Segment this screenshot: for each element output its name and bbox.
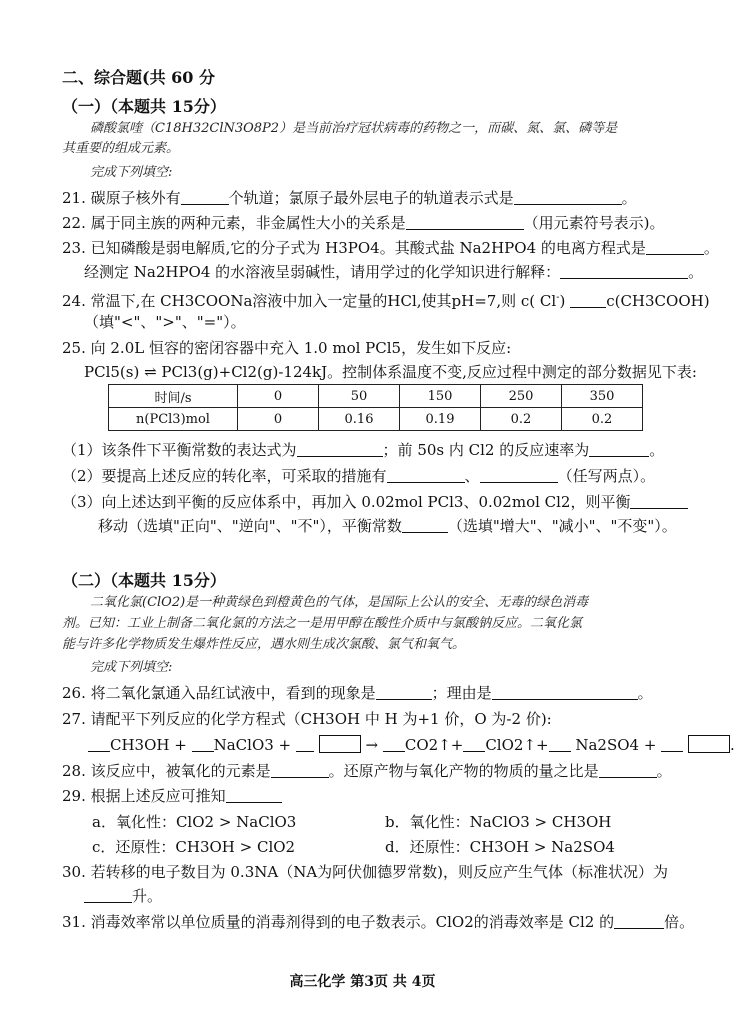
q23-text-b: 。 bbox=[703, 239, 719, 257]
q26-text-c: 。 bbox=[637, 684, 653, 702]
eq-term-5: Na2SO4 + bbox=[575, 736, 657, 754]
q21-blank-2[interactable] bbox=[514, 190, 622, 205]
page-footer: 高三化学 第3页 共 4页 bbox=[289, 974, 436, 990]
question-24: 24. 常温下,在 CH3COONa溶液中加入一定量的HCl,使其pH=7,则 c( Cl-) c(CH3COOH) bbox=[62, 292, 710, 310]
question-23-line2 bbox=[84, 262, 703, 282]
table-cell: 350 bbox=[562, 385, 643, 408]
table-row bbox=[109, 408, 643, 431]
question-30-line2 bbox=[84, 886, 162, 906]
part2-intro-line1: 二氧化氯(ClO2)是一种黄绿色到橙黄色的气体，是国际上公认的安全、无毒的绿色消毒 bbox=[90, 595, 589, 610]
sub-question-3 bbox=[62, 492, 688, 512]
q28-text-b: 。还原产物与氧化产物的物质的量之比是 bbox=[328, 762, 599, 780]
coef-blank-1[interactable] bbox=[88, 737, 110, 752]
s3-blank-2[interactable] bbox=[402, 518, 448, 533]
part1-prompt: 完成下列填空: bbox=[90, 165, 173, 180]
s2-blank-2[interactable] bbox=[480, 468, 558, 483]
table-cell: 50 bbox=[319, 385, 400, 408]
part1-heading: （一）（本题共 15分） bbox=[62, 97, 226, 116]
q24-text-c: c(CH3COOH) bbox=[606, 292, 710, 310]
q29-text: 29. 根据上述反应可推知 bbox=[62, 787, 226, 805]
s2-text-a: （2）要提高上述反应的转化率，可采取的措施有 bbox=[62, 467, 387, 485]
s3-blank-1[interactable] bbox=[630, 494, 688, 509]
section-title: 二、综合题(共 60 分 bbox=[62, 68, 215, 87]
sub-question-1 bbox=[62, 440, 664, 460]
coef-blank-2[interactable] bbox=[192, 737, 214, 752]
s1-blank-1[interactable] bbox=[297, 442, 383, 457]
part2-intro-line3: 能与许多化学物质发生爆炸性反应，遇水则生成次氯酸、氯气和氧气。 bbox=[62, 637, 466, 652]
table-cell: 0.16 bbox=[319, 408, 400, 431]
eq-term-3: CO2↑+ bbox=[404, 736, 464, 754]
q23-text-a: 23. 已知磷酸是弱电解质,它的分子式为 H3PO4。其酸式盐 Na2HPO4 的电离方程式是 bbox=[62, 239, 646, 257]
table-row1-label: 时间/s bbox=[109, 385, 238, 408]
table-cell: 250 bbox=[481, 385, 562, 408]
coef-blank-4[interactable] bbox=[383, 737, 405, 752]
coef-blank-7[interactable] bbox=[661, 737, 683, 752]
reaction-data-table bbox=[108, 384, 643, 431]
q21-text-b: 个轨道；氯原子最外层电子的轨道表示式是 bbox=[228, 189, 514, 207]
s2-blank-1[interactable] bbox=[387, 468, 465, 483]
question-29 bbox=[62, 786, 282, 806]
q29-option-c[interactable]: c．还原性：CH3OH > ClO2 bbox=[92, 838, 296, 856]
part2-heading: （二）（本题共 15分） bbox=[62, 571, 226, 590]
question-30: 30. 若转移的电子数目为 0.3NA（NA为阿伏伽德罗常数)，则反应产生气体（标准状况）为 bbox=[62, 863, 669, 881]
missing-product-box[interactable] bbox=[688, 735, 730, 753]
s1-text-c: 。 bbox=[649, 441, 665, 459]
q29-option-d[interactable]: d．还原性：CH3OH > Na2SO4 bbox=[385, 838, 615, 856]
coef-blank-6[interactable] bbox=[549, 737, 571, 752]
part1-intro-line2: 其重要的组成元素。 bbox=[62, 141, 180, 156]
part2-prompt: 完成下列填空: bbox=[90, 660, 173, 675]
s2-text-b: 、 bbox=[464, 467, 480, 485]
question-27: 27. 请配平下列反应的化学方程式（CH3OH 中 H 为+1 价，O 为-2 价): bbox=[62, 710, 552, 728]
q24-text-b: ) bbox=[559, 292, 566, 310]
coef-blank-3[interactable] bbox=[296, 737, 314, 752]
q26-text-b: ；理由是 bbox=[431, 684, 492, 702]
question-21 bbox=[62, 188, 637, 208]
q31-text-b: 倍。 bbox=[664, 913, 695, 931]
q21-blank-1[interactable] bbox=[181, 190, 229, 205]
question-31 bbox=[62, 912, 694, 932]
sub-question-2 bbox=[62, 466, 655, 486]
table-row bbox=[109, 385, 643, 408]
eq-end: . bbox=[730, 736, 735, 754]
s1-text-b: ；前 50s 内 Cl2 的反应速率为 bbox=[382, 441, 590, 459]
q21-text-a: 21. 碳原子核外有 bbox=[62, 189, 181, 207]
coef-blank-5[interactable] bbox=[463, 737, 485, 752]
question-28 bbox=[62, 761, 672, 781]
question-23 bbox=[62, 238, 719, 258]
eq-term-1: CH3OH + bbox=[110, 736, 187, 754]
q26-text-a: 26. 将二氧化氯通入品红试液中，看到的现象是 bbox=[62, 684, 376, 702]
question-25: 25. 向 2.0L 恒容的密闭容器中充入 1.0 mol PCl5，发生如下反应: bbox=[62, 339, 512, 357]
q23-text-d: 。 bbox=[688, 263, 704, 281]
q22-text-b: （用元素符号表示)。 bbox=[523, 214, 665, 232]
table-cell: 0.2 bbox=[562, 408, 643, 431]
part1-intro-line1: 磷酸氯喹（C18H32ClN3O8P2）是当前治疗冠状病毒的药物之一，而碳、氮、氯、磷等是 bbox=[90, 121, 618, 136]
q29-blank[interactable] bbox=[226, 788, 282, 803]
table-cell: 0 bbox=[238, 408, 319, 431]
q22-text-a: 22. 属于同主族的两种元素，非金属性大小的关系是 bbox=[62, 214, 406, 232]
q26-blank-1[interactable] bbox=[376, 685, 432, 700]
q24-text-a: 24. 常温下,在 CH3COONa溶液中加入一定量的HCl,使其pH=7,则 c( Cl bbox=[62, 292, 557, 310]
q28-text-c: 。 bbox=[656, 762, 672, 780]
question-22 bbox=[62, 213, 665, 233]
question-27-equation bbox=[88, 735, 735, 755]
q26-blank-2[interactable] bbox=[492, 685, 638, 700]
q30-text-b: 升。 bbox=[132, 887, 163, 905]
missing-reactant-box[interactable] bbox=[319, 735, 361, 753]
q28-blank-2[interactable] bbox=[599, 763, 657, 778]
q29-option-a[interactable]: a．氧化性：ClO2 > NaClO3 bbox=[92, 813, 297, 831]
q24-blank[interactable] bbox=[570, 293, 606, 308]
q23-text-c: 经测定 Na2HPO4 的水溶液呈弱碱性，请用学过的化学知识进行解释： bbox=[84, 263, 561, 281]
part2-intro-line2: 剂。已知：工业上制备二氧化氯的方法之一是用甲醇在酸性介质中与氯酸钠反应。二氧化氯 bbox=[62, 616, 583, 631]
eq-term-2: NaClO3 + bbox=[213, 736, 292, 754]
s3-text-b: 移动（选填"正向"、"逆向"、"不"），平衡常数 bbox=[98, 517, 402, 535]
eq-term-4: ClO2↑+ bbox=[485, 736, 549, 754]
reaction-arrow: → bbox=[365, 736, 379, 754]
s1-blank-2[interactable] bbox=[589, 442, 649, 457]
table-cell: 0.2 bbox=[481, 408, 562, 431]
table-row2-label: n(PCl3)mol bbox=[109, 408, 238, 431]
table-cell: 0 bbox=[238, 385, 319, 408]
q23-blank-2[interactable] bbox=[560, 264, 688, 279]
q23-blank-1[interactable] bbox=[646, 240, 704, 255]
question-25-equation: PCl5(s) ⇌ PCl3(g)+Cl2(g)-124kJ。控制体系温度不变,反应过程中测定的部分数据见下表: bbox=[84, 363, 697, 381]
q29-option-b[interactable]: b．氧化性：NaClO3 > CH3OH bbox=[385, 813, 612, 831]
table-cell: 0.19 bbox=[400, 408, 481, 431]
q30-blank[interactable] bbox=[84, 888, 132, 903]
question-24-line2: （填"<"、">"、"="）。 bbox=[84, 313, 246, 331]
s1-text-a: （1）该条件下平衡常数的表达式为 bbox=[62, 441, 297, 459]
q28-blank-1[interactable] bbox=[271, 763, 329, 778]
table-cell: 150 bbox=[400, 385, 481, 408]
q22-blank[interactable] bbox=[406, 215, 524, 230]
q31-blank[interactable] bbox=[614, 914, 664, 929]
s3-text-c: （选填"增大"、"减小"、"不变"）。 bbox=[447, 517, 677, 535]
q21-text-c: 。 bbox=[621, 189, 637, 207]
q31-text-a: 31. 消毒效率常以单位质量的消毒剂得到的电子数表示。ClO2的消毒效率是 Cl2 的 bbox=[62, 913, 615, 931]
s2-text-c: （任写两点）。 bbox=[557, 467, 656, 485]
q28-text-a: 28. 该反应中，被氧化的元素是 bbox=[62, 762, 271, 780]
sub-question-3-line2 bbox=[98, 516, 677, 536]
question-26 bbox=[62, 683, 653, 703]
s3-text-a: （3）向上述达到平衡的反应体系中，再加入 0.02mol PCl3、0.02mol Cl2，则平衡 bbox=[62, 493, 631, 511]
